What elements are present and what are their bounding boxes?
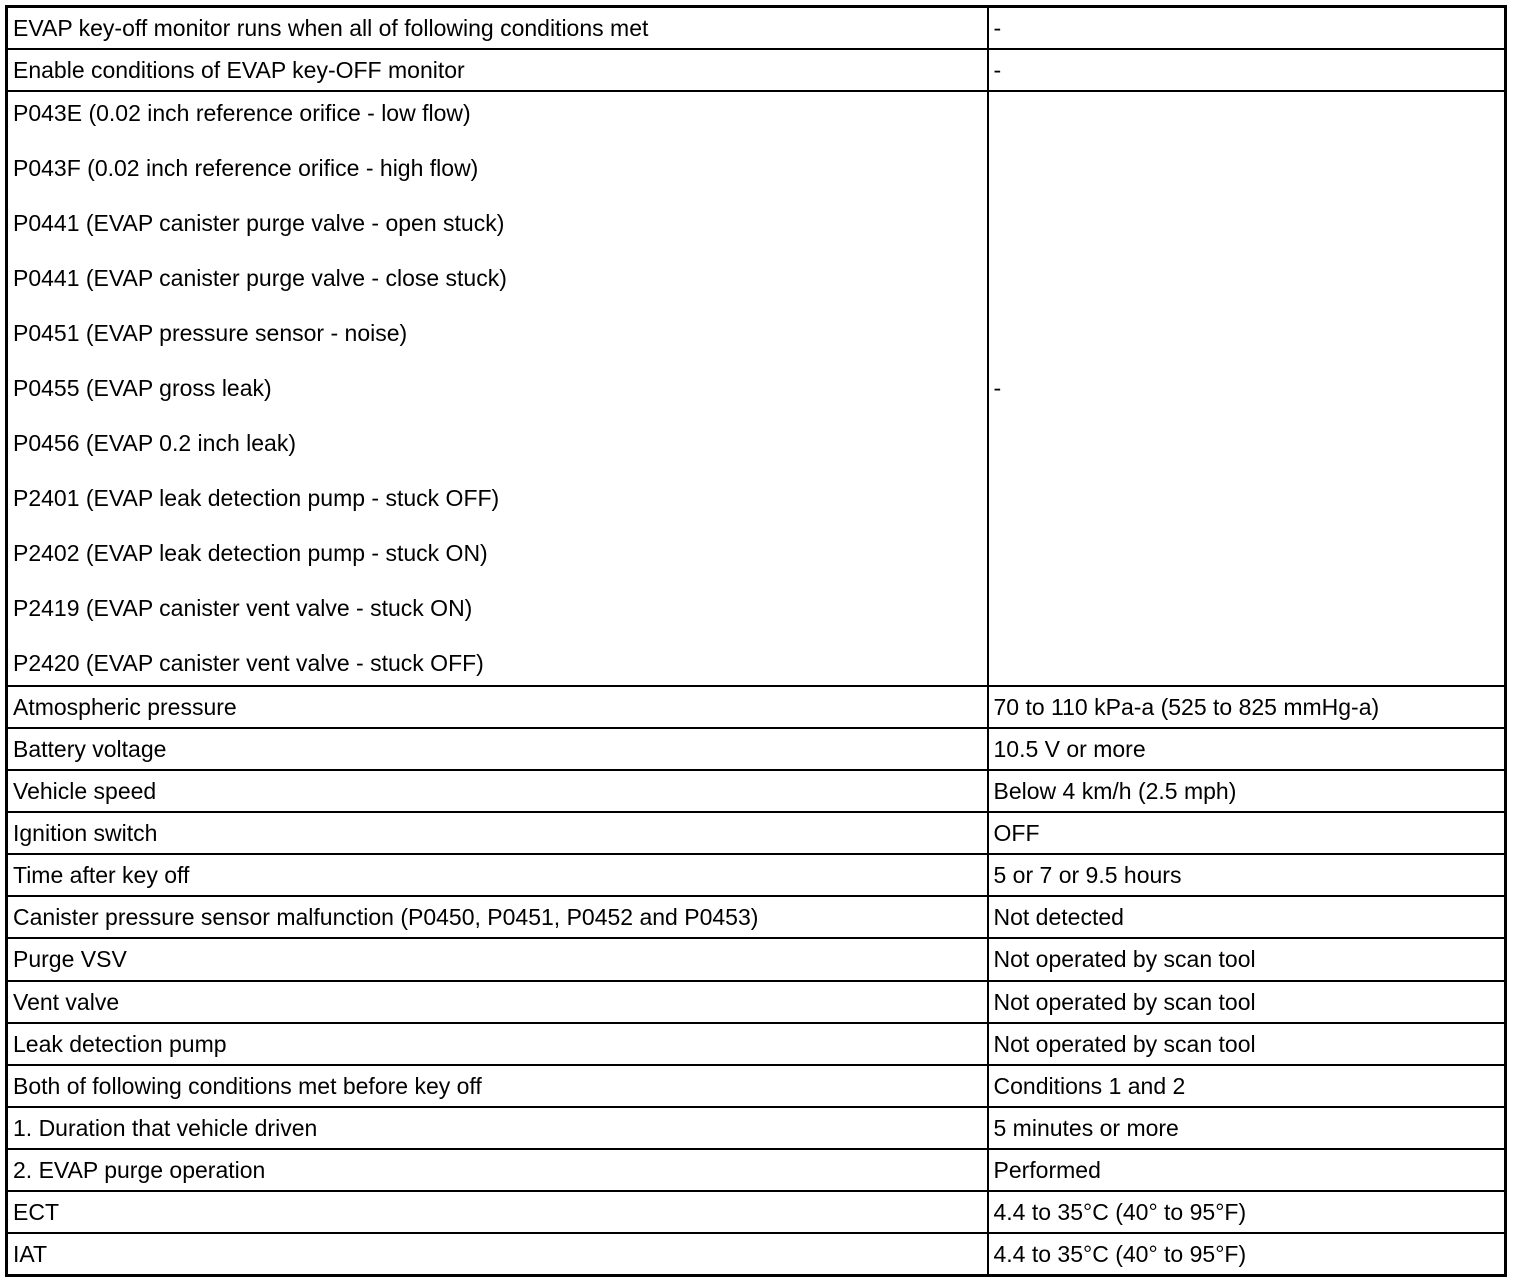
value-cell: Not operated by scan tool: [988, 981, 1506, 1023]
condition-cell: EVAP key-off monitor runs when all of following conditions met: [7, 7, 988, 49]
dtc-item: P0441 (EVAP canister purge valve - open stuck): [13, 209, 505, 236]
table-row: [7, 728, 1506, 770]
dtc-item: P2420 (EVAP canister vent valve - stuck OFF): [13, 649, 484, 676]
value-cell: Not operated by scan tool: [988, 1023, 1506, 1065]
value-cell: 70 to 110 kPa-a (525 to 825 mmHg-a): [988, 686, 1506, 728]
condition-cell: Canister pressure sensor malfunction (P0450, P0451, P0452 and P0453): [7, 896, 988, 938]
table-row: [7, 1065, 1506, 1107]
condition-cell: Purge VSV: [7, 938, 988, 980]
condition-cell: Both of following conditions met before key off: [7, 1065, 988, 1107]
condition-cell: Atmospheric pressure: [7, 686, 988, 728]
value-cell: -: [988, 49, 1506, 91]
condition-cell: Vehicle speed: [7, 770, 988, 812]
value-cell: 5 minutes or more: [988, 1107, 1506, 1149]
dtc-item: P2402 (EVAP leak detection pump - stuck ON): [13, 539, 488, 566]
dtc-item: P2419 (EVAP canister vent valve - stuck ON): [13, 594, 473, 621]
dtc-item: P0451 (EVAP pressure sensor - noise): [13, 319, 408, 346]
value-cell: Performed: [988, 1149, 1506, 1191]
table-row: [7, 770, 1506, 812]
table-row: [7, 1191, 1506, 1233]
dtc-item: P0456 (EVAP 0.2 inch leak): [13, 429, 296, 456]
value-cell: OFF: [988, 812, 1506, 854]
table-row: [7, 938, 1506, 980]
condition-cell: Leak detection pump: [7, 1023, 988, 1065]
value-cell: -: [988, 91, 1506, 686]
value-cell: 4.4 to 35°C (40° to 95°F): [988, 1233, 1506, 1275]
dtc-item: P0441 (EVAP canister purge valve - close stuck): [13, 264, 507, 291]
condition-cell: 1. Duration that vehicle driven: [7, 1107, 988, 1149]
value-cell: 5 or 7 or 9.5 hours: [988, 854, 1506, 896]
condition-cell: Battery voltage: [7, 728, 988, 770]
value-cell: Not detected: [988, 896, 1506, 938]
table-row: [7, 812, 1506, 854]
condition-cell: Ignition switch: [7, 812, 988, 854]
dtc-item: P0455 (EVAP gross leak): [13, 374, 272, 401]
value-cell: Not operated by scan tool: [988, 938, 1506, 980]
table-row: [7, 1107, 1506, 1149]
dtc-item: P043F (0.02 inch reference orifice - high flow): [13, 154, 479, 181]
table-row: [7, 1023, 1506, 1065]
value-cell: -: [988, 7, 1506, 49]
dtc-item: P043E (0.02 inch reference orifice - low flow): [13, 99, 471, 126]
conditions-sheet: [5, 5, 1507, 1277]
dtc-list-cell: [7, 91, 988, 686]
value-cell: 10.5 V or more: [988, 728, 1506, 770]
value-cell: Below 4 km/h (2.5 mph): [988, 770, 1506, 812]
table-row: [7, 854, 1506, 896]
table-row: [7, 1149, 1506, 1191]
table-row: [7, 896, 1506, 938]
condition-cell: Time after key off: [7, 854, 988, 896]
condition-cell: Vent valve: [7, 981, 988, 1023]
condition-cell: Enable conditions of EVAP key-OFF monitor: [7, 49, 988, 91]
table-row: [7, 1233, 1506, 1275]
condition-cell: 2. EVAP purge operation: [7, 1149, 988, 1191]
table-row: [7, 49, 1506, 91]
condition-cell: ECT: [7, 1191, 988, 1233]
condition-cell: IAT: [7, 1233, 988, 1275]
dtc-list-row: [7, 91, 1506, 686]
value-cell: 4.4 to 35°C (40° to 95°F): [988, 1191, 1506, 1233]
table-row: [7, 981, 1506, 1023]
dtc-item: P2401 (EVAP leak detection pump - stuck OFF): [13, 484, 500, 511]
table-row: [7, 686, 1506, 728]
evap-monitor-conditions-table: [5, 5, 1507, 1277]
table-row: [7, 7, 1506, 49]
value-cell: Conditions 1 and 2: [988, 1065, 1506, 1107]
